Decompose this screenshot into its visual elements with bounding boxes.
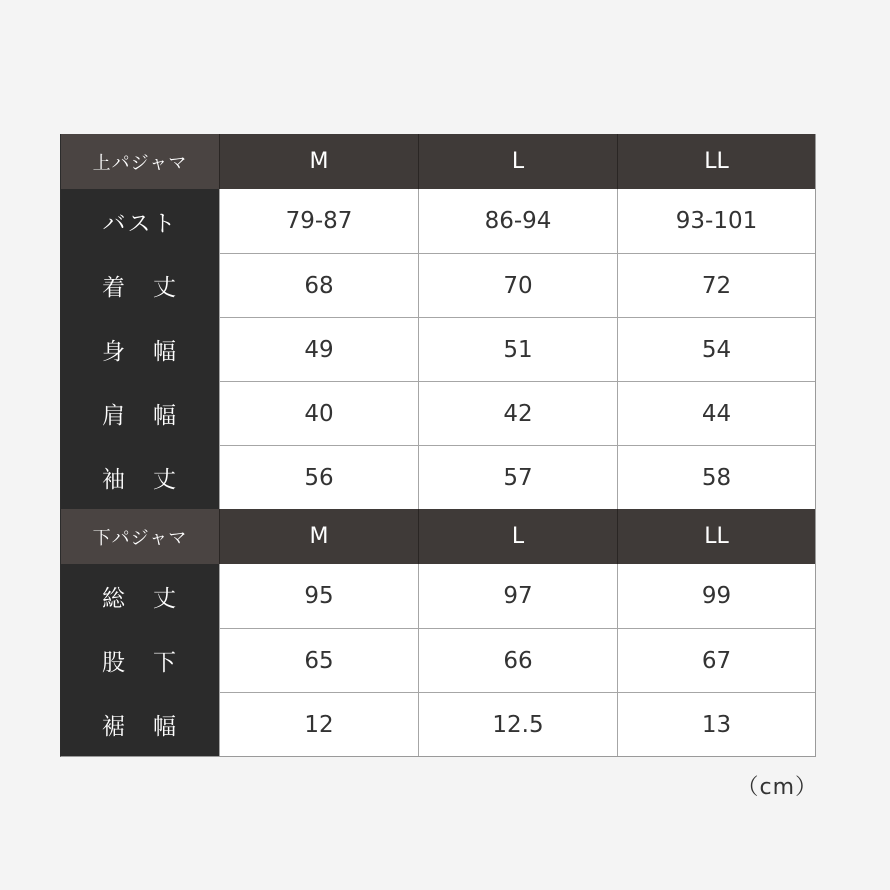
value-cell: 86-94: [418, 189, 617, 253]
row-label: 股 下: [61, 628, 219, 692]
table-row: [61, 317, 815, 381]
value-cell: 56: [219, 445, 418, 509]
value-cell: 44: [617, 381, 815, 445]
bottom-header-row: [61, 509, 815, 564]
size-header-ll: LL: [617, 509, 815, 564]
table-row: [61, 445, 815, 509]
value-cell: 13: [617, 692, 815, 756]
value-cell: 97: [418, 564, 617, 628]
value-cell: 42: [418, 381, 617, 445]
value-cell: 99: [617, 564, 815, 628]
table-row: [61, 381, 815, 445]
size-header-ll: LL: [617, 134, 815, 189]
row-label: バスト: [61, 189, 219, 253]
value-cell: 54: [617, 317, 815, 381]
row-label: 身 幅: [61, 317, 219, 381]
table-row: [61, 628, 815, 692]
value-cell: 49: [219, 317, 418, 381]
row-label: 裾 幅: [61, 692, 219, 756]
size-header-l: L: [418, 134, 617, 189]
value-cell: 93-101: [617, 189, 815, 253]
size-header-m: M: [219, 509, 418, 564]
row-label: 総 丈: [61, 564, 219, 628]
unit-label: （cm）: [736, 775, 818, 800]
value-cell: 79-87: [219, 189, 418, 253]
value-cell: 68: [219, 253, 418, 317]
top-section-title: 上パジャマ: [61, 134, 219, 189]
row-label: 着 丈: [61, 253, 219, 317]
top-header-row: [61, 134, 815, 189]
value-cell: 67: [617, 628, 815, 692]
table-row: [61, 692, 815, 756]
value-cell: 70: [418, 253, 617, 317]
size-header-l: L: [418, 509, 617, 564]
value-cell: 66: [418, 628, 617, 692]
value-cell: 51: [418, 317, 617, 381]
value-cell: 58: [617, 445, 815, 509]
value-cell: 72: [617, 253, 815, 317]
table-row: [61, 189, 815, 253]
row-label: 肩 幅: [61, 381, 219, 445]
table-row: [61, 253, 815, 317]
value-cell: 95: [219, 564, 418, 628]
value-cell: 12: [219, 692, 418, 756]
value-cell: 65: [219, 628, 418, 692]
size-chart-table: [60, 134, 816, 757]
size-header-m: M: [219, 134, 418, 189]
value-cell: 57: [418, 445, 617, 509]
value-cell: 12.5: [418, 692, 617, 756]
value-cell: 40: [219, 381, 418, 445]
bottom-section-title: 下パジャマ: [61, 509, 219, 564]
row-label: 袖 丈: [61, 445, 219, 509]
table-row: [61, 564, 815, 628]
